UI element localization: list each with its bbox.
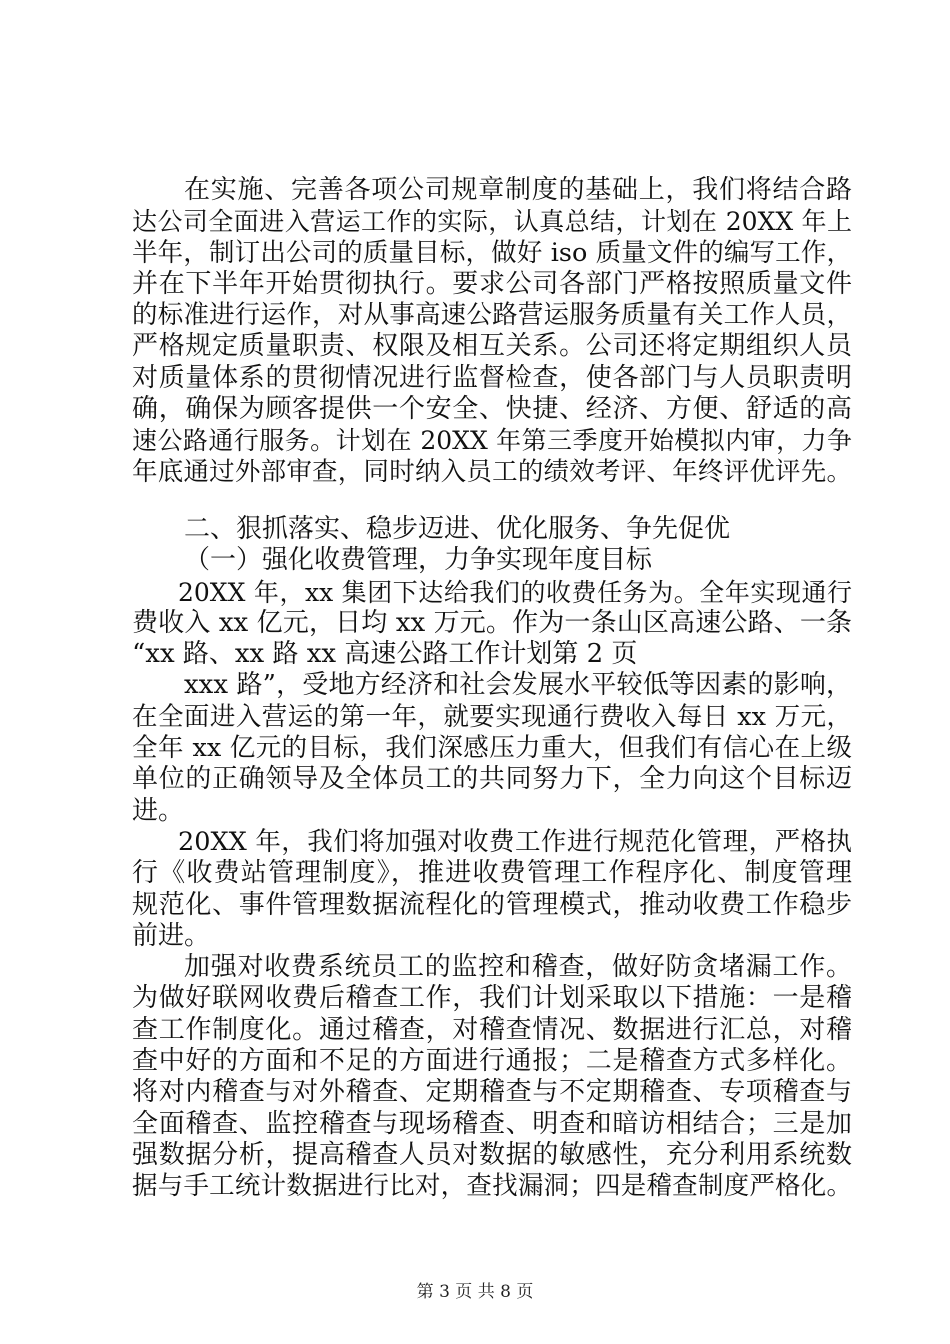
text-line: 对质量体系的贯彻情况进行监督检查，使各部门与人员职责明 (132, 362, 852, 393)
section-heading: 二、狠抓落实、稳步迈进、优化服务、争先促优 (184, 513, 731, 544)
text-line: “xx 路、xx 路 xx 高速公路工作计划第 2 页 (132, 639, 638, 670)
text-line: 在实施、完善各项公司规章制度的基础上，我们将结合路 (184, 175, 852, 205)
text-line: 严格规定质量职责、权限及相互关系。公司还将定期组织人员 (132, 331, 852, 362)
text-line: 行《收费站管理制度》，推进收费管理工作程序化、制度管理 (132, 858, 852, 889)
text-line: 并在下半年开始贯彻执行。要求公司各部门严格按照质量文件 (132, 268, 852, 299)
text-line: 规范化、事件管理数据流程化的管理模式，推动收费工作稳步 (132, 889, 852, 920)
text-line: 全面稽查、监控稽查与现场稽查、明查和暗访相结合；三是加 (132, 1108, 852, 1139)
text-line: 费收入 xx 亿元，日均 xx 万元。作为一条山区高速公路、一条 (132, 607, 852, 638)
text-line: 据与手工统计数据进行比对，查找漏洞；四是稽查制度严格化。 (132, 1171, 852, 1202)
text-line: 全年 xx 亿元的目标，我们深感压力重大，但我们有信心在上级 (132, 733, 852, 764)
text-line: 的标准进行运作，对从事高速公路营运服务质量有关工作人员， (132, 300, 852, 331)
text-line: 为做好联网收费后稽查工作，我们计划采取以下措施：一是稽 (132, 983, 852, 1014)
text-line: 强数据分析，提高稽查人员对数据的敏感性，充分利用系统数 (132, 1139, 852, 1170)
text-line: 达公司全面进入营运工作的实际，认真总结，计划在 20XX 年上 (132, 207, 852, 237)
text-line: 加强对收费系统员工的监控和稽查，做好防贪堵漏工作。 (184, 952, 852, 983)
text-line: 20XX 年，我们将加强对收费工作进行规范化管理，严格执 (178, 826, 852, 857)
text-line: 速公路通行服务。计划在 20XX 年第三季度开始模拟内审，力争 (132, 426, 852, 456)
paragraph-revenue-goal (132, 670, 852, 826)
text-line: 进。 (132, 795, 185, 826)
paragraph-standardization (132, 827, 852, 952)
document-body (132, 175, 852, 1203)
text-line: 确，确保为顾客提供一个安全、快捷、经济、方便、舒适的高 (132, 394, 852, 425)
text-line: 将对内稽查与对外稽查、定期稽查与不定期稽查、专项稽查与 (132, 1077, 852, 1108)
paragraph-toll-target (132, 577, 852, 671)
text-line: 查中好的方面和不足的方面进行通报；二是稽查方式多样化。 (132, 1046, 852, 1077)
subsection-heading: （一）强化收费管理，力争实现年度目标 (184, 545, 653, 576)
text-line: xxx 路”，受地方经济和社会发展水平较低等因素的影响， (184, 670, 852, 701)
paragraph-quality-system (132, 175, 852, 488)
text-line: 20XX 年，xx 集团下达给我们的收费任务为。全年实现通行 (178, 577, 852, 607)
text-line: 年底通过外部审查，同时纳入员工的绩效考评、年终评优评先。 (132, 456, 852, 487)
paragraph-gap (132, 488, 852, 514)
text-line: 前进。 (132, 920, 211, 951)
page-footer: 第 3 页 共 8 页 (416, 1282, 534, 1302)
text-line: 单位的正确领导及全体员工的共同努力下，全力向这个目标迈 (132, 764, 852, 795)
text-line: 在全面进入营运的第一年，就要实现通行费收入每日 xx 万元， (132, 701, 852, 732)
text-line: 查工作制度化。通过稽查，对稽查情况、数据进行汇总，对稽 (132, 1014, 852, 1045)
text-line: 半年，制订出公司的质量目标，做好 iso 质量文件的编写工作， (132, 237, 852, 268)
paragraph-audit-measures (132, 952, 852, 1202)
